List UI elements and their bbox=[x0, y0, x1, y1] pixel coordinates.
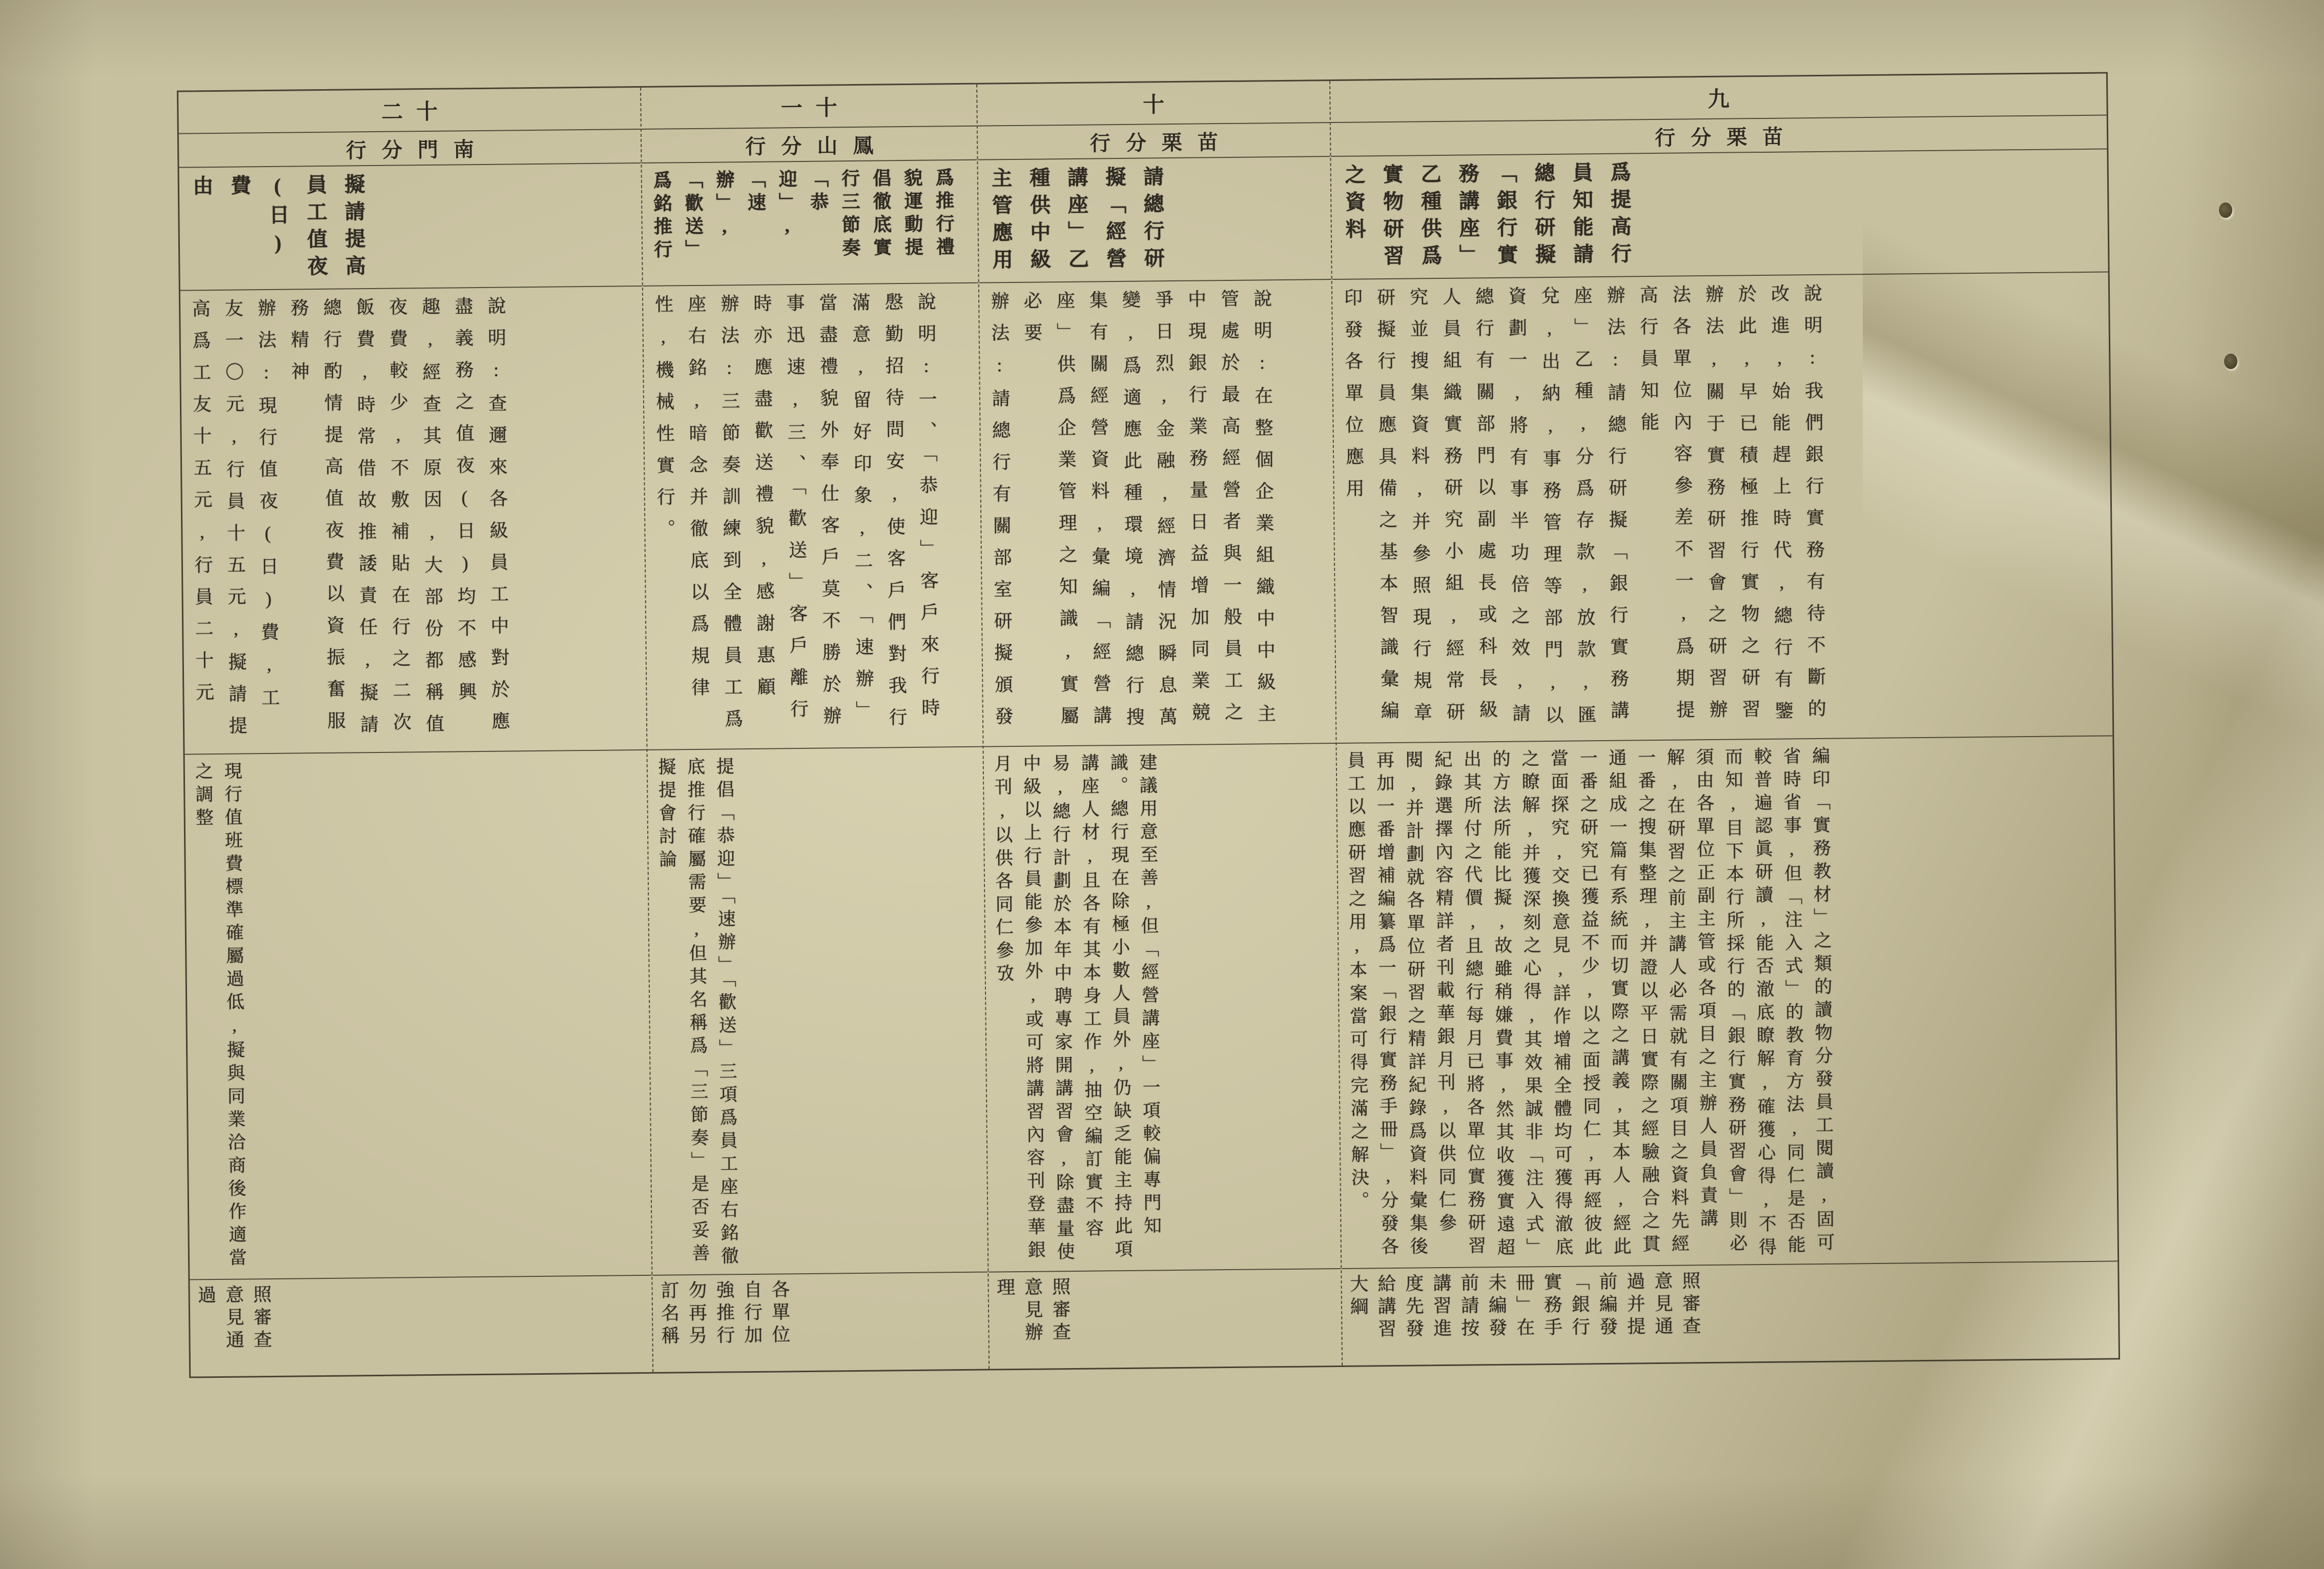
explanation-cell bbox=[643, 282, 982, 749]
case-number bbox=[178, 88, 641, 133]
branch-name bbox=[179, 129, 641, 167]
review-cell bbox=[1337, 735, 2117, 1268]
explanation-text: 說明:一、「恭迎」客戶來行時慇勤招待問安,使客戶們對我行滿意,留好印象,二、「速辦」當盡禮貌外奉仕客戶莫不勝於辦事迅速,三、「歡送」客戶離行時亦應盡歡送禮貌,感謝惠顧 辦法:三節奏訓練到全體員工爲座右銘,暗念并徹底以爲規律性,機械性實行。 bbox=[652, 292, 940, 741]
case-number-label: 十 bbox=[1142, 93, 1178, 117]
resolution-text: 照審查意見通過并提前編發「銀行實務手冊」在未編發前請按講習進度先發給講習大綱 bbox=[1347, 1271, 1701, 1342]
proposal-text: 請總行研擬「經營講座」乙種供中級主管應用 bbox=[989, 166, 1165, 276]
branch-name-label: 行分門南 bbox=[345, 137, 490, 162]
resolution-cell bbox=[1342, 1260, 2119, 1366]
proposal-text: 爲推行禮貌運動提倡徹底實行三節奏「恭迎」,「速辦」,「歡送」爲銘推行 bbox=[651, 168, 955, 263]
proposal-table-sheet bbox=[177, 72, 2117, 1375]
punch-hole bbox=[2219, 202, 2232, 218]
resolution-cell bbox=[989, 1268, 1342, 1369]
case-column-9 bbox=[1330, 74, 2119, 1366]
explanation-text: 說明:在整個企業組織中中級主管處於最高經營者與一般員工之中現銀行業務量日益增加同業競爭日烈,金融,經濟情況瞬息萬變,爲適應此種環境,請總行搜集有關經營資料,彙編「經營講座」供爲企業管理之知識,實屬必要 辦法:請總行有關部室研擬頒發 bbox=[989, 289, 1276, 739]
case-number bbox=[1330, 74, 2106, 123]
case-number bbox=[642, 85, 977, 129]
review-cell bbox=[983, 743, 1341, 1272]
case-column-11 bbox=[642, 85, 990, 1372]
case-number-label: 一十 bbox=[780, 96, 851, 121]
case-number-label: 九 bbox=[1708, 88, 1743, 112]
review-text: 現行值班費標準確屬過低,擬與同業洽商後作適當之調整 bbox=[193, 761, 247, 1271]
branch-name bbox=[978, 122, 1330, 159]
case-column-10 bbox=[977, 81, 1343, 1369]
proposal-cell bbox=[1331, 149, 2108, 279]
review-text: 提倡「恭迎」「速辦」「歡送」三項爲員工座右銘徹底推行確屬需要,但其名稱爲「三節奏」是否妥善擬提會討論 bbox=[655, 757, 739, 1270]
case-column-12 bbox=[178, 88, 653, 1377]
review-text: 建議用意至善,但「經營講座」一項較偏專門知識。總行現在除極小數人員外,仍缺乏能主持此項講座人材,且各有其本身工作,抽空編訂實不容易,總行計劃於本年中聘專家開講習會,除盡量使中級以上行員能參加外,或可將講習內容刊登華銀月刊,以供各同仁參攷 bbox=[992, 752, 1162, 1266]
explanation-text: 說明:查邇來各級員工中對於應盡義務之值夜(日)均不感興趣,經查其原因,大部份都稱值夜費較少,不敷補貼在行之二次飯費,時常借故推諉責任,擬請總行酌情提高值夜費以資振奮服務精神 辦法:現行值夜(日)費,工友一〇元,行員十五元,擬請提高爲工友十五元,行員二十元 bbox=[190, 296, 510, 748]
proposal-text: 爲提高行員知能請總行研擬「銀行實務講座」乙種供爲實物研習之資料 bbox=[1342, 161, 1632, 273]
branch-name-label: 行分栗苗 bbox=[1089, 130, 1234, 155]
branch-name-label: 行分栗苗 bbox=[1655, 125, 1799, 150]
proposal-cell bbox=[179, 162, 643, 290]
branch-name bbox=[642, 126, 977, 162]
branch-name-label: 行分山鳳 bbox=[745, 133, 889, 158]
review-text: 編印「實務教材」之類的讀物分發員工閱讀,固可省時省事,但「注入式」的教育方法,同仁是否能較普遍認眞研讀,能否澈底瞭解,確獲心得,不得而知,目下本行所採行的「銀行實務研習會」則必須由各單位正副主管或各項目之主辦人員負責講解,在研習之前主講人必需就有關項目之資料先經一番之搜集整理,并證以平日實際之經驗融合之貫通組成一篇有系統而切實際之講義,其本人,經此一番之研究已獲益不少,以之面授同仁,再經彼此當面探究,交換意見,詳作增補全體均可獲得澈底之瞭解,并獲深刻之心得,其效果誠非「注入式」的方法所能比擬,故雖稍嫌費事,然其收獲實遠超出其所付之代價,且總行每月已將各單位實務研習紀錄選擇內容精詳者刊載華銀月刊,以供同仁參閱,并計劃就各單位研習之精詳紀錄爲資料彙集後再加一番增補編纂爲一「銀行實務手冊」,分發各員工以應研習之用,本案當可得完滿之解決。 bbox=[1345, 746, 1835, 1261]
explanation-cell bbox=[979, 279, 1336, 746]
punch-hole bbox=[2224, 354, 2237, 369]
proposal-cell bbox=[642, 159, 978, 286]
explanation-cell bbox=[180, 286, 647, 754]
review-cell bbox=[185, 749, 652, 1279]
review-cell bbox=[648, 746, 988, 1275]
resolution-text: 照審查意見辦理 bbox=[994, 1277, 1071, 1345]
resolution-text: 各單位自行加強推行勿再另訂名稱 bbox=[658, 1279, 791, 1349]
case-number bbox=[977, 81, 1330, 126]
resolution-cell bbox=[190, 1275, 652, 1377]
resolution-cell bbox=[653, 1272, 989, 1372]
case-number-label: 二十 bbox=[381, 100, 451, 125]
resolution-text: 照審查意見通過 bbox=[195, 1285, 272, 1353]
explanation-text: 說明:我們銀行實務有待不斷的改進,始能趕上時代,總行有鑒於此,早已積極推行實物之研習辦法,關于實務研習會之研習辦法各單位內容參差不一,爲期提高行員知能 辦法:請總行研擬「銀行實務講座」乙種,分爲存款,放款,匯兌,出納,事務管理等部門,以資劃一,將有事半功倍之效,請總行有關部門以副處長或科長級人員組織實務研究小組,經常研究並搜集資料,并參照現行規章研擬行員應具備之基本智識彙編印發各單位應用 bbox=[1342, 283, 1826, 738]
proposal-cell bbox=[978, 156, 1331, 282]
proposal-table bbox=[177, 72, 2120, 1378]
proposal-text: 擬請提高員工值夜(日)費 由 bbox=[190, 173, 366, 283]
explanation-cell bbox=[1332, 272, 2112, 743]
